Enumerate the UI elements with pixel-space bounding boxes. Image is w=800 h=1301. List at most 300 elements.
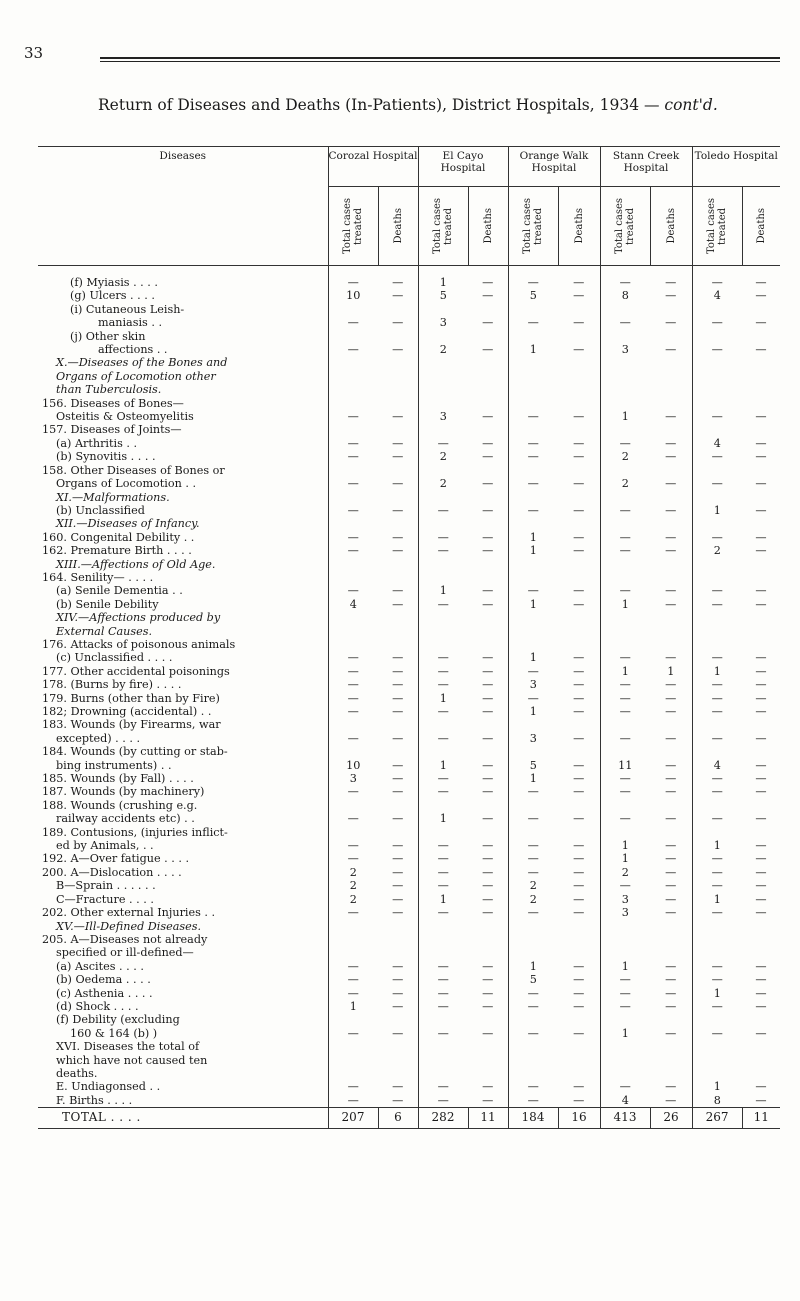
deaths-value	[378, 920, 418, 933]
deaths-value: —	[482, 758, 494, 772]
deaths-value: —	[482, 879, 494, 893]
disease-label: 182; Drowning (accidental) . .	[42, 705, 212, 718]
hospital-header-corozal: Corozal Hospital	[328, 147, 418, 187]
cases-value: 1	[418, 266, 468, 290]
cases-value: —	[328, 839, 378, 852]
deaths-value: —	[573, 973, 585, 987]
total-cases-value: 267	[692, 1108, 742, 1129]
deaths-value	[378, 1067, 418, 1080]
disease-label: (a) Senile Dementia . .	[56, 584, 183, 598]
deaths-value: —	[482, 678, 494, 692]
cases-value	[328, 1040, 378, 1053]
cases-value: —	[328, 266, 378, 290]
table-row	[38, 799, 780, 812]
cases-value	[508, 799, 558, 812]
cases-value: —	[418, 665, 468, 678]
cases-value	[692, 1040, 742, 1053]
deaths-value: —	[482, 691, 494, 705]
deaths-value	[650, 638, 692, 651]
cases-value: 3	[600, 893, 650, 906]
disease-label: Osteitis & Osteomyelitis	[56, 410, 194, 424]
deaths-value	[650, 1067, 692, 1080]
disease-label: bing instruments) . .	[56, 758, 172, 772]
table-row	[38, 544, 780, 557]
disease-label: which have not caused ten	[56, 1053, 208, 1067]
deaths-value: —	[755, 316, 767, 330]
cases-value: —	[418, 772, 468, 785]
total-deaths-value: 16	[558, 1108, 600, 1129]
deaths-value	[378, 611, 418, 624]
deaths-value: —	[482, 544, 494, 558]
deaths-value	[468, 1067, 508, 1080]
deaths-value: —	[665, 691, 677, 705]
deaths-value: —	[573, 852, 585, 866]
deaths-value	[468, 638, 508, 651]
table-row	[38, 651, 780, 664]
deaths-value	[468, 1040, 508, 1053]
table-row	[38, 852, 780, 865]
deaths-value: —	[392, 839, 404, 853]
table-row	[38, 1094, 780, 1108]
disease-label: (b) Senile Debility	[56, 597, 159, 611]
cases-value: 1	[600, 410, 650, 423]
cases-value: —	[508, 1027, 558, 1040]
table-row	[38, 1040, 780, 1053]
disease-label: than Tuberculosis.	[56, 383, 162, 397]
cases-value: 1	[600, 598, 650, 611]
deaths-value: —	[482, 852, 494, 866]
deaths-value: —	[755, 839, 767, 853]
cases-value	[418, 517, 468, 530]
cases-value	[692, 745, 742, 758]
cases-value: —	[600, 772, 650, 785]
deaths-value	[378, 423, 418, 436]
cases-value	[418, 303, 468, 316]
subheader-cases-label: Total cases treated	[522, 198, 544, 255]
cases-value	[328, 826, 378, 839]
deaths-value: —	[392, 436, 404, 450]
cases-value: —	[508, 477, 558, 490]
cases-value: —	[692, 973, 742, 986]
cases-value: —	[418, 651, 468, 664]
cases-value	[692, 1013, 742, 1026]
cases-value	[508, 517, 558, 530]
subheader-deaths	[378, 187, 418, 266]
deaths-value: —	[392, 758, 404, 772]
cases-value: —	[418, 705, 468, 718]
cases-value: —	[328, 665, 378, 678]
cases-value: —	[328, 437, 378, 450]
cases-value: —	[418, 1027, 468, 1040]
deaths-value	[742, 625, 780, 638]
cases-value: 2	[418, 450, 468, 463]
cases-value: —	[508, 584, 558, 597]
deaths-value: —	[482, 664, 494, 678]
deaths-value	[468, 356, 508, 369]
table-row	[38, 906, 780, 919]
cases-value	[328, 558, 378, 571]
subheader-deaths	[650, 187, 692, 266]
cases-value: 3	[508, 678, 558, 691]
cases-value: —	[328, 732, 378, 745]
cases-value	[692, 1067, 742, 1080]
subheader-deaths	[742, 187, 780, 266]
cases-value: 3	[508, 732, 558, 745]
disease-label: 156. Diseases of Bones—	[42, 396, 184, 410]
deaths-value	[742, 946, 780, 959]
deaths-value: —	[392, 812, 404, 826]
table-row	[38, 303, 780, 316]
cases-value: 8	[600, 289, 650, 302]
deaths-value: —	[392, 503, 404, 517]
cases-value: —	[508, 692, 558, 705]
cases-value: 5	[508, 289, 558, 302]
cases-value: —	[692, 678, 742, 691]
deaths-value: —	[392, 597, 404, 611]
header-rule	[100, 57, 780, 59]
table-row	[38, 289, 780, 302]
disease-label: (b) Unclassified	[56, 503, 145, 517]
cases-value: —	[328, 1080, 378, 1093]
cases-value	[328, 625, 378, 638]
cases-value: —	[418, 678, 468, 691]
cases-value	[418, 330, 468, 343]
cases-value	[328, 745, 378, 758]
deaths-value	[468, 370, 508, 383]
deaths-value	[378, 397, 418, 410]
deaths-value	[650, 517, 692, 530]
deaths-value: —	[392, 973, 404, 987]
cases-value: —	[418, 960, 468, 973]
cases-value: —	[692, 343, 742, 356]
deaths-value: —	[665, 959, 677, 973]
deaths-value	[468, 571, 508, 584]
cases-value: 4	[692, 759, 742, 772]
cases-value: —	[418, 1094, 468, 1108]
cases-value	[600, 799, 650, 812]
deaths-value: —	[573, 906, 585, 920]
disease-label: 164. Senility— . . . .	[42, 570, 154, 584]
cases-value: —	[600, 678, 650, 691]
title-cont: cont'd.	[664, 96, 718, 114]
disease-label: 192. A—Over fatigue . . . .	[42, 852, 190, 866]
deaths-value: —	[665, 758, 677, 772]
cases-value	[508, 397, 558, 410]
cases-value	[692, 464, 742, 477]
cases-value: 1	[418, 692, 468, 705]
cases-value	[692, 625, 742, 638]
cases-value: —	[692, 531, 742, 544]
cases-value	[328, 1013, 378, 1026]
cases-value	[508, 491, 558, 504]
deaths-value	[558, 745, 600, 758]
deaths-value: —	[482, 1026, 494, 1040]
cases-value: —	[418, 1000, 468, 1013]
disease-label: maniasis . .	[98, 316, 163, 330]
deaths-value	[742, 397, 780, 410]
deaths-value	[742, 571, 780, 584]
table-row	[38, 933, 780, 946]
cases-value	[508, 303, 558, 316]
cases-value: —	[328, 987, 378, 1000]
deaths-value: —	[665, 1080, 677, 1094]
disease-label: XIII.—Affections of Old Age.	[56, 557, 216, 571]
deaths-value: —	[392, 477, 404, 491]
cases-value	[508, 946, 558, 959]
deaths-value	[742, 383, 780, 396]
cases-value: —	[508, 812, 558, 825]
table-row	[38, 356, 780, 369]
deaths-value: —	[755, 865, 767, 879]
cases-value	[418, 491, 468, 504]
deaths-value	[468, 491, 508, 504]
deaths-value: —	[665, 705, 677, 718]
deaths-value	[650, 1013, 692, 1026]
deaths-value	[378, 826, 418, 839]
cases-value: 1	[508, 544, 558, 557]
cases-value	[508, 638, 558, 651]
deaths-value: —	[482, 999, 494, 1013]
cases-value: —	[692, 879, 742, 892]
deaths-value: —	[755, 530, 767, 544]
subheader-deaths	[468, 187, 508, 266]
deaths-value: —	[755, 276, 767, 289]
cases-value: —	[508, 785, 558, 798]
deaths-value	[558, 1067, 600, 1080]
deaths-value: —	[573, 530, 585, 544]
table-row	[38, 839, 780, 852]
disease-label: 188. Wounds (crushing e.g.	[42, 798, 198, 812]
cases-value	[418, 1054, 468, 1067]
deaths-value: —	[482, 343, 494, 357]
deaths-value: —	[573, 691, 585, 705]
table-row	[38, 504, 780, 517]
cases-value: 10	[328, 289, 378, 302]
deaths-value	[468, 799, 508, 812]
page-title	[98, 96, 788, 114]
page-number: 33	[24, 44, 44, 62]
cases-value: —	[328, 678, 378, 691]
deaths-value	[650, 920, 692, 933]
deaths-value	[742, 1013, 780, 1026]
cases-value	[418, 558, 468, 571]
deaths-value: —	[573, 477, 585, 491]
disease-label: X.—Diseases of the Bones and	[56, 356, 228, 370]
deaths-value: —	[755, 812, 767, 826]
table-row	[38, 1027, 780, 1040]
deaths-value	[468, 330, 508, 343]
deaths-value: —	[665, 812, 677, 826]
cases-value: —	[600, 785, 650, 798]
deaths-value: —	[482, 316, 494, 330]
table-row	[38, 517, 780, 530]
cases-value: —	[328, 1027, 378, 1040]
cases-value	[600, 517, 650, 530]
deaths-value: —	[482, 289, 494, 303]
subheader-cases	[692, 187, 742, 266]
table-row	[38, 826, 780, 839]
cases-value	[508, 745, 558, 758]
deaths-value: —	[755, 544, 767, 558]
cases-value: —	[418, 504, 468, 517]
deaths-value: —	[573, 584, 585, 598]
cases-value	[692, 370, 742, 383]
cases-value: —	[328, 705, 378, 718]
cases-value	[328, 638, 378, 651]
cases-value: —	[418, 598, 468, 611]
cases-value: 2	[600, 866, 650, 879]
cases-value: 1	[508, 531, 558, 544]
deaths-value: —	[392, 678, 404, 692]
cases-value	[418, 423, 468, 436]
cases-value	[692, 356, 742, 369]
cases-value: —	[692, 812, 742, 825]
deaths-value	[468, 826, 508, 839]
cases-value	[418, 920, 468, 933]
deaths-value: —	[755, 906, 767, 920]
cases-value: —	[418, 906, 468, 919]
deaths-value	[378, 638, 418, 651]
disease-label: Organs of Locomotion other	[56, 369, 216, 383]
deaths-value	[742, 356, 780, 369]
deaths-value	[558, 558, 600, 571]
deaths-value	[742, 1067, 780, 1080]
table-row	[38, 584, 780, 597]
deaths-value: —	[573, 651, 585, 665]
deaths-value: —	[392, 731, 404, 745]
cases-value	[508, 1054, 558, 1067]
total-row	[38, 1108, 780, 1129]
deaths-value	[650, 330, 692, 343]
deaths-value	[558, 946, 600, 959]
table-row	[38, 343, 780, 356]
deaths-value: —	[755, 343, 767, 357]
deaths-value: —	[755, 410, 767, 424]
deaths-value	[742, 745, 780, 758]
deaths-value: —	[392, 1026, 404, 1040]
cases-value: —	[508, 665, 558, 678]
disease-label: 185. Wounds (by Fall) . . . .	[42, 772, 194, 786]
table-row	[38, 665, 780, 678]
deaths-value: —	[482, 785, 494, 799]
disease-label: XI.—Malformations.	[56, 490, 170, 504]
cases-value: 1	[508, 343, 558, 356]
deaths-value: —	[755, 986, 767, 1000]
disease-label: XV.—Ill-Defined Diseases.	[56, 919, 202, 933]
deaths-value	[558, 370, 600, 383]
deaths-value: —	[392, 986, 404, 1000]
cases-value	[692, 303, 742, 316]
deaths-value: —	[573, 986, 585, 1000]
deaths-value: —	[755, 289, 767, 303]
cases-value	[508, 611, 558, 624]
cases-value	[508, 383, 558, 396]
cases-value	[692, 718, 742, 731]
cases-value: —	[418, 866, 468, 879]
diseases-table	[38, 146, 780, 1129]
deaths-value: —	[665, 772, 677, 786]
cases-value	[328, 517, 378, 530]
deaths-value	[650, 571, 692, 584]
deaths-value	[558, 799, 600, 812]
deaths-value	[468, 303, 508, 316]
deaths-value	[468, 611, 508, 624]
total-cases-value: 282	[418, 1108, 468, 1129]
subheader-cases	[418, 187, 468, 266]
deaths-value: —	[573, 758, 585, 772]
cases-value	[328, 1054, 378, 1067]
disease-label: (c) Unclassified . . . .	[56, 651, 173, 665]
table-row	[38, 611, 780, 624]
cases-value: 3	[418, 410, 468, 423]
subheader-cases-label: Total cases treated	[432, 198, 454, 255]
deaths-value: —	[665, 343, 677, 357]
cases-value: —	[508, 316, 558, 329]
cases-value	[600, 571, 650, 584]
disease-label: affections . .	[98, 343, 168, 357]
deaths-value: —	[665, 865, 677, 879]
deaths-value: —	[573, 316, 585, 330]
cases-value: 2	[328, 879, 378, 892]
subheader-cases-label: Total cases treated	[706, 198, 729, 255]
deaths-value: —	[573, 839, 585, 853]
deaths-value	[378, 464, 418, 477]
cases-value: —	[508, 987, 558, 1000]
cases-value: —	[692, 1000, 742, 1013]
deaths-value	[742, 799, 780, 812]
cases-value: —	[600, 651, 650, 664]
table-row	[38, 423, 780, 436]
table-row	[38, 678, 780, 691]
deaths-value: —	[392, 1093, 404, 1107]
deaths-value	[378, 517, 418, 530]
subheader-cases	[600, 187, 650, 266]
cases-value	[418, 397, 468, 410]
cases-value	[600, 625, 650, 638]
table-row	[38, 920, 780, 933]
cases-value: 4	[328, 598, 378, 611]
deaths-value	[650, 611, 692, 624]
disease-label: (c) Asthenia . . . .	[56, 986, 153, 1000]
deaths-value: —	[665, 1026, 677, 1040]
disease-label: XIV.—Affections produced by	[56, 611, 221, 625]
deaths-value	[742, 423, 780, 436]
table-row	[38, 410, 780, 423]
deaths-value	[378, 1013, 418, 1026]
disease-label: 205. A—Diseases not already	[42, 932, 208, 946]
deaths-value	[378, 1040, 418, 1053]
table-row	[38, 745, 780, 758]
cases-value: 2	[328, 866, 378, 879]
cases-value	[600, 491, 650, 504]
deaths-value	[468, 933, 508, 946]
cases-value	[600, 826, 650, 839]
hospital-header-el-cayo: El Cayo Hospital	[418, 147, 508, 187]
deaths-value: —	[482, 436, 494, 450]
deaths-value: —	[755, 651, 767, 665]
cases-value: 10	[328, 759, 378, 772]
deaths-value	[558, 423, 600, 436]
table-row	[38, 625, 780, 638]
cases-value: —	[328, 1094, 378, 1108]
deaths-value: —	[755, 450, 767, 464]
deaths-value: —	[755, 477, 767, 491]
subheader-deaths-label: Deaths	[573, 208, 585, 244]
deaths-value	[558, 397, 600, 410]
deaths-value: —	[482, 276, 494, 289]
deaths-value: —	[665, 892, 677, 906]
deaths-value: —	[755, 758, 767, 772]
